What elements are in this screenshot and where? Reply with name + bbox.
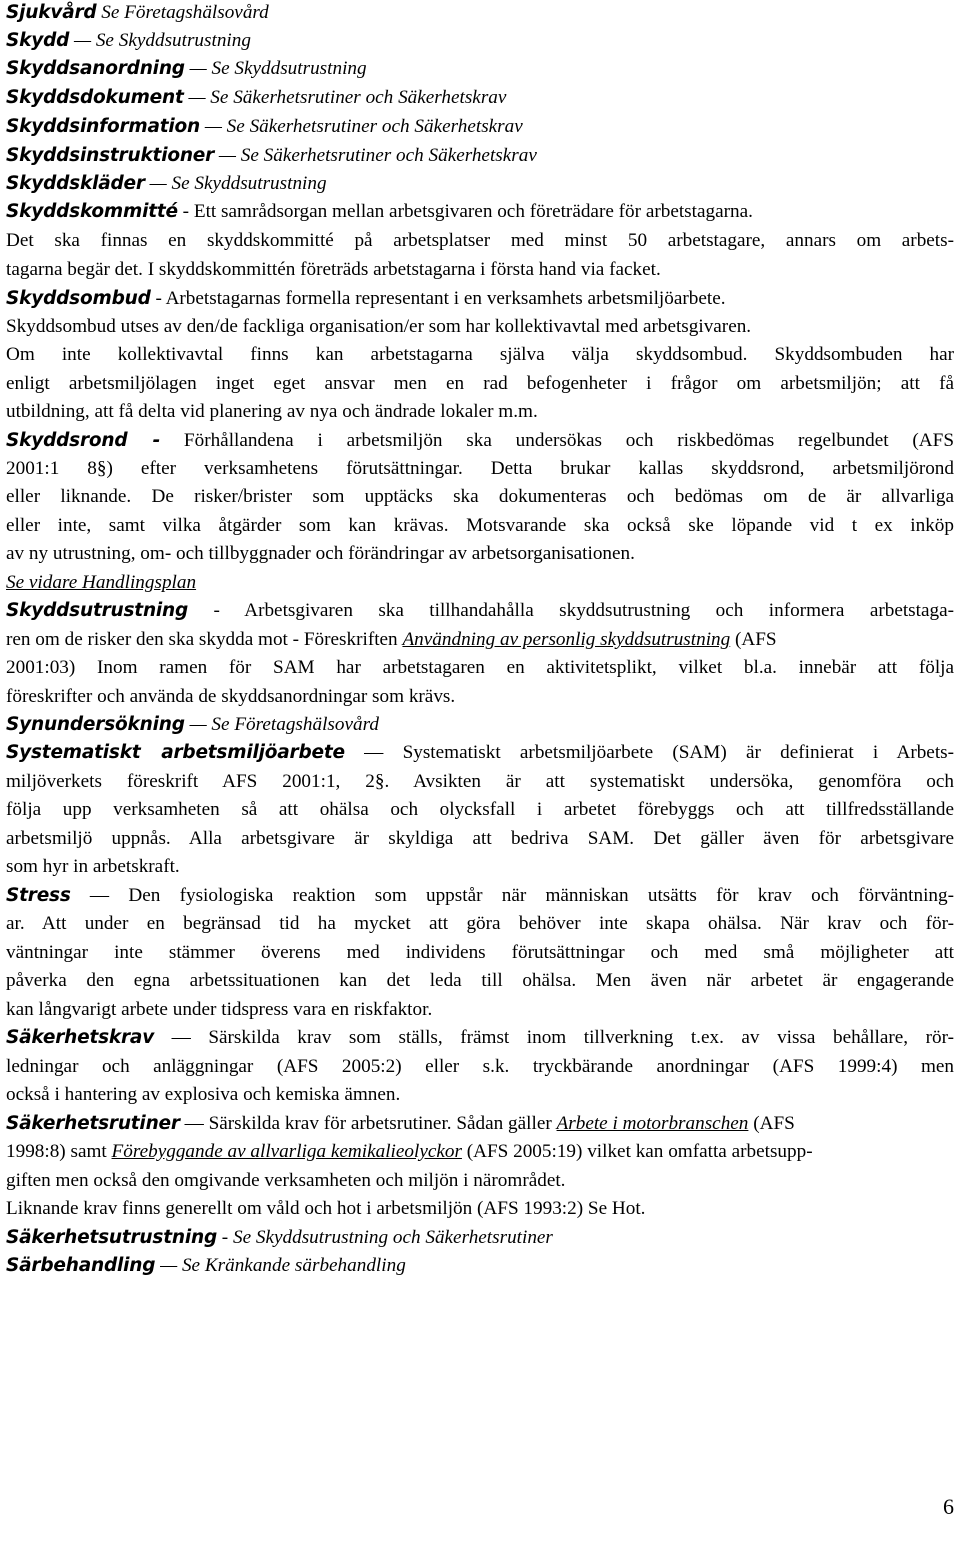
text-line bbox=[6, 1138, 954, 1167]
body-text: (AFS bbox=[730, 629, 777, 650]
reference-link[interactable]: Förebyggande av allvarliga kemikalieolyckor bbox=[111, 1141, 462, 1162]
body-text: Om inte kollektivavtal finns kan arbetstagarna själva välja skyddsombud. Skyddsombuden har bbox=[6, 344, 954, 365]
term-heading: Skyddskläder bbox=[6, 173, 145, 194]
text-line bbox=[6, 84, 954, 113]
term-heading: Skyddsinformation bbox=[6, 116, 201, 137]
body-text: påverka den egna arbetssituationen kan det leda till ohälsa. Men även när arbetet är engagerande bbox=[6, 970, 954, 991]
text-line bbox=[6, 1195, 954, 1224]
body-text: föreskrifter och använda de skyddsanordningar som krävs. bbox=[6, 686, 456, 707]
term-heading: Säkerhetskrav bbox=[6, 1027, 155, 1048]
term-heading: Säkerhetsutrustning bbox=[6, 1227, 217, 1248]
body-text: (AFS bbox=[748, 1113, 795, 1134]
text-line bbox=[6, 55, 954, 84]
body-text: Se Företagshälsovård bbox=[96, 2, 269, 23]
text-line bbox=[6, 654, 954, 683]
body-text: också i hantering av explosiva och kemiska ämnen. bbox=[6, 1084, 401, 1105]
body-text: Skyddsombud utses av den/de fackliga organisation/er som har kollektivavtal med arbetsgivaren. bbox=[6, 316, 752, 337]
text-line bbox=[6, 1224, 954, 1253]
term-heading: Stress bbox=[6, 885, 71, 906]
text-line bbox=[6, 597, 954, 626]
term-heading: Synundersökning bbox=[6, 714, 185, 735]
term-heading: Skydd bbox=[6, 30, 70, 51]
text-line bbox=[6, 939, 954, 968]
term-heading: Skyddsdokument bbox=[6, 87, 184, 108]
body-text: — Se Säkerhetsrutiner och Säkerhetskrav bbox=[183, 87, 507, 108]
body-text: utbildning, att få delta vid planering av nya och ändrade lokaler m.m. bbox=[6, 401, 538, 422]
body-text: av ny utrustning, om- och tillbyggnader och förändringar av arbetsorganisationen. bbox=[6, 543, 635, 564]
text-line bbox=[6, 626, 954, 655]
body-text: — Systematiskt arbetsmiljöarbete (SAM) är definierat i Arbets- bbox=[344, 742, 955, 763]
body-text: tagarna begär det. I skyddskommittén företräds arbetstagarna i första hand via facket. bbox=[6, 259, 661, 280]
body-text: — Se Skyddsutrustning bbox=[144, 173, 327, 194]
text-line bbox=[6, 1252, 954, 1281]
text-line bbox=[6, 113, 954, 142]
text-line bbox=[6, 540, 954, 569]
body-text: 1998:8) samt bbox=[6, 1141, 112, 1162]
text-line bbox=[6, 882, 954, 911]
body-text: som hyr in arbetskraft. bbox=[6, 856, 180, 877]
body-text: arbetsmiljö uppnås. Alla arbetsgivare är skyldiga att bedriva SAM. Det gäller även för arbetsgivare bbox=[6, 828, 954, 849]
body-text: - bbox=[216, 1227, 233, 1248]
body-text: följa upp verksamheten så att ohälsa och olycksfall i arbetet förebyggs och att tillfredsställande bbox=[6, 799, 954, 820]
text-line bbox=[6, 1110, 954, 1139]
reference-link[interactable]: Se vidare Handlingsplan bbox=[6, 572, 197, 593]
body-text: giften men också den omgivande verksamheten och miljön i närområdet. bbox=[6, 1170, 566, 1191]
text-line bbox=[6, 427, 954, 456]
text-line bbox=[6, 768, 954, 797]
body-text: Förhållandena i arbetsmiljön ska undersökas och riskbedömas regelbundet (AFS bbox=[160, 430, 954, 451]
term-heading: Systematiskt arbetsmiljöarbete bbox=[6, 742, 345, 763]
text-line bbox=[6, 170, 954, 199]
page-number: 6 bbox=[943, 1494, 954, 1519]
text-line bbox=[6, 370, 954, 399]
text-line bbox=[6, 569, 954, 598]
term-heading: Säkerhetsrutiner bbox=[6, 1113, 180, 1134]
body-text: — Se Kränkande särbehandling bbox=[155, 1255, 406, 1276]
body-text: 2001:03) Inom ramen för SAM har arbetstagaren en aktivitetsplikt, vilket bl.a. innebär att följa bbox=[6, 657, 954, 678]
body-text: — Särskilda krav för arbetsrutiner. Sådan gäller bbox=[179, 1113, 557, 1134]
text-line bbox=[6, 285, 954, 314]
text-line bbox=[6, 142, 954, 171]
body-text: — Den fysiologiska reaktion som uppstår när människan utsätts för krav och förväntning- bbox=[70, 885, 954, 906]
body-text: — Särskilda krav som ställs, främst inom tillverkning t.ex. av vissa behållare, rör- bbox=[154, 1027, 954, 1048]
text-line bbox=[6, 967, 954, 996]
body-text: eller liknande. De risker/brister som upptäcks ska dokumenteras och bedömas om de är allvarliga bbox=[6, 486, 954, 507]
body-text: ledningar och anläggningar (AFS 2005:2) eller s.k. tryckbärande anordningar (AFS 1999:4) men bbox=[6, 1056, 954, 1077]
body-text: — Se Skyddsutrustning bbox=[69, 30, 251, 51]
text-line bbox=[6, 0, 954, 28]
text-line bbox=[6, 683, 954, 712]
body-text: - Arbetsgivaren ska tillhandahålla skyddsutrustning och informera arbetstaga- bbox=[188, 600, 954, 621]
body-text: 2001:1 8§) efter verksamhetens förutsättningar. Detta brukar kallas skyddsrond, arbetsmiljörond bbox=[6, 458, 954, 479]
body-text: ren om de risker den ska skydda mot - Föreskriften bbox=[6, 629, 403, 650]
body-text: väntningar inte stämmer överens med individens förutsättningar och med små möjligheter att bbox=[6, 942, 954, 963]
text-line bbox=[6, 711, 954, 740]
body-text: eller inte, samt vilka åtgärder som kan krävas. Motsvarande ska också ske löpande vid t ex inköp bbox=[6, 515, 954, 536]
reference-link[interactable]: Användning av personlig skyddsutrustning bbox=[402, 629, 731, 650]
text-line bbox=[6, 27, 954, 56]
term-heading: Särbehandling bbox=[6, 1255, 156, 1276]
text-line bbox=[6, 483, 954, 512]
text-line bbox=[6, 825, 954, 854]
body-text: — Se Säkerhetsrutiner och Säkerhetskrav bbox=[214, 145, 537, 166]
body-text: — Se Säkerhetsrutiner och Säkerhetskrav bbox=[200, 116, 523, 137]
text-line bbox=[6, 313, 954, 342]
reference-link[interactable]: Arbete i motorbranschen bbox=[556, 1113, 749, 1134]
body-text: (AFS 2005:19) vilket kan omfatta arbetsupp- bbox=[461, 1141, 813, 1162]
text-line bbox=[6, 1024, 954, 1053]
term-heading: Skyddsinstruktioner bbox=[6, 145, 215, 166]
term-heading: Sjukvård bbox=[6, 2, 97, 23]
text-line bbox=[6, 398, 954, 427]
text-line bbox=[6, 227, 954, 256]
text-line bbox=[6, 1167, 954, 1196]
body-text: Det ska finnas en skyddskommitté på arbetsplatser med minst 50 arbetstagare, annars om arbets- bbox=[6, 230, 954, 251]
body-text: Liknande krav finns generellt om våld och hot i arbetsmiljön (AFS 1993:2) Se Hot. bbox=[6, 1198, 646, 1219]
text-line bbox=[6, 1053, 954, 1082]
body-text: Se Skyddsutrustning och Säkerhetsrutiner bbox=[232, 1227, 553, 1248]
text-line bbox=[6, 910, 954, 939]
text-line bbox=[6, 256, 954, 285]
text-line bbox=[6, 739, 954, 768]
text-line bbox=[6, 198, 954, 227]
body-text: - Arbetstagarnas formella representant i en verksamhets arbetsmiljöarbete. bbox=[150, 288, 726, 309]
text-line bbox=[6, 512, 954, 541]
term-heading: Skyddsrond - bbox=[6, 430, 161, 451]
text-line bbox=[6, 341, 954, 370]
term-heading: Skyddskommitté bbox=[6, 201, 178, 222]
body-text: — Se Skyddsutrustning bbox=[184, 58, 367, 79]
body-text: kan långvarigt arbete under tidspress vara en riskfaktor. bbox=[6, 999, 433, 1020]
body-text: ar. Att under en begränsad tid ha mycket att göra behöver inte skapa ohälsa. När krav och för- bbox=[6, 913, 954, 934]
text-line bbox=[6, 996, 954, 1025]
body-text: — Se Företagshälsovård bbox=[184, 714, 379, 735]
body-text: - Ett samrådsorgan mellan arbetsgivaren och företrädare för arbetstagarna. bbox=[177, 201, 753, 222]
text-line bbox=[6, 455, 954, 484]
term-heading: Skyddsombud bbox=[6, 288, 151, 309]
term-heading: Skyddsutrustning bbox=[6, 600, 189, 621]
body-text: miljöverkets föreskrift AFS 2001:1, 2§. Avsikten är att systematiskt undersöka, genomföra och bbox=[6, 771, 954, 792]
term-heading: Skyddsanordning bbox=[6, 58, 185, 79]
body-text: enligt arbetsmiljölagen inget eget ansvar men en rad befogenheter i frågor om arbetsmiljön; att få bbox=[6, 373, 954, 394]
text-line bbox=[6, 853, 954, 882]
text-line bbox=[6, 796, 954, 825]
text-line bbox=[6, 1081, 954, 1110]
